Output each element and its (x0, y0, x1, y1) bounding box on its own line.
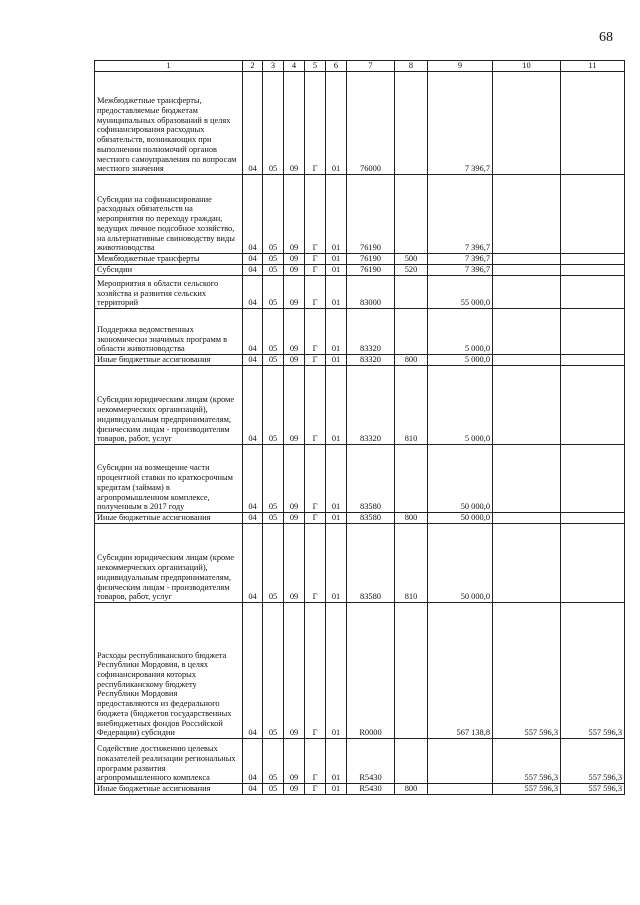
row-cell-col-6: 01 (326, 265, 347, 276)
column-header-8: 8 (395, 61, 428, 72)
row-cell-col-9: 5 000,0 (428, 309, 493, 355)
row-cell-col-10 (493, 175, 561, 254)
column-header-5: 5 (305, 61, 326, 72)
row-cell-col-5: Г (305, 366, 326, 445)
row-name-cell: Иные бюджетные ассигнования (95, 784, 243, 795)
row-cell-col-9: 5 000,0 (428, 366, 493, 445)
row-cell-col-11: 557 596,3 (561, 603, 625, 739)
row-cell-col-3: 05 (263, 355, 284, 366)
row-name-cell: Субсидии юридическим лицам (кроме некоммерческих организаций), индивидуальным предпринимателям, физическим лицам - производителям товаров, работ, услуг (95, 366, 243, 445)
table-row (95, 739, 625, 784)
row-cell-col-11 (561, 72, 625, 175)
row-cell-col-4: 09 (284, 355, 305, 366)
row-cell-col-4: 09 (284, 72, 305, 175)
row-cell-col-9: 567 138,8 (428, 603, 493, 739)
row-cell-col-5: Г (305, 276, 326, 309)
row-cell-col-9: 7 396,7 (428, 175, 493, 254)
row-cell-col-2: 04 (243, 276, 263, 309)
row-cell-col-6: 01 (326, 355, 347, 366)
row-cell-col-6: 01 (326, 739, 347, 784)
table-row (95, 276, 625, 309)
row-cell-col-9 (428, 739, 493, 784)
row-cell-col-10: 557 596,3 (493, 739, 561, 784)
column-header-2: 2 (243, 61, 263, 72)
row-cell-col-5: Г (305, 784, 326, 795)
row-cell-col-3: 05 (263, 513, 284, 524)
row-cell-col-8: 500 (395, 254, 428, 265)
row-cell-col-4: 09 (284, 445, 305, 513)
row-cell-col-7: 83580 (347, 524, 395, 603)
row-cell-col-3: 05 (263, 784, 284, 795)
row-cell-col-9: 50 000,0 (428, 524, 493, 603)
row-cell-col-7: 83580 (347, 513, 395, 524)
row-cell-col-9: 50 000,0 (428, 445, 493, 513)
row-name-cell: Иные бюджетные ассигнования (95, 513, 243, 524)
column-header-3: 3 (263, 61, 284, 72)
row-cell-col-11 (561, 513, 625, 524)
row-cell-col-4: 09 (284, 784, 305, 795)
row-cell-col-7: 76000 (347, 72, 395, 175)
column-header-10: 10 (493, 61, 561, 72)
row-cell-col-6: 01 (326, 445, 347, 513)
row-cell-col-4: 09 (284, 276, 305, 309)
row-cell-col-2: 04 (243, 175, 263, 254)
row-cell-col-10 (493, 513, 561, 524)
budget-table (94, 60, 625, 795)
row-cell-col-4: 09 (284, 513, 305, 524)
row-name-cell: Субсидии юридическим лицам (кроме некоммерческих организаций), индивидуальным предпринимателям, физическим лицам - производителям товаров, работ, услуг (95, 524, 243, 603)
row-cell-col-10: 557 596,3 (493, 603, 561, 739)
row-cell-col-6: 01 (326, 513, 347, 524)
header-row (95, 61, 625, 72)
row-cell-col-11: 557 596,3 (561, 739, 625, 784)
row-cell-col-2: 04 (243, 265, 263, 276)
row-cell-col-3: 05 (263, 366, 284, 445)
row-cell-col-10: 557 596,3 (493, 784, 561, 795)
row-name-cell: Субсидии на софинансирование расходных обязательств на мероприятия по переходу граждан, ведущих личное подсобное хозяйство, на альтернативные свиноводству виды животноводства (95, 175, 243, 254)
row-cell-col-2: 04 (243, 524, 263, 603)
row-cell-col-8 (395, 739, 428, 784)
row-cell-col-7: R5430 (347, 739, 395, 784)
row-cell-col-8: 800 (395, 355, 428, 366)
row-cell-col-2: 04 (243, 739, 263, 784)
row-cell-col-7: 76190 (347, 265, 395, 276)
row-cell-col-7: 83320 (347, 309, 395, 355)
row-cell-col-3: 05 (263, 175, 284, 254)
row-cell-col-9: 50 000,0 (428, 513, 493, 524)
row-cell-col-4: 09 (284, 309, 305, 355)
row-cell-col-8 (395, 309, 428, 355)
row-cell-col-9 (428, 784, 493, 795)
row-cell-col-4: 09 (284, 603, 305, 739)
row-cell-col-11: 557 596,3 (561, 784, 625, 795)
table-row (95, 265, 625, 276)
row-cell-col-11 (561, 309, 625, 355)
row-cell-col-3: 05 (263, 265, 284, 276)
row-cell-col-2: 04 (243, 355, 263, 366)
row-cell-col-10 (493, 309, 561, 355)
table-row (95, 72, 625, 175)
row-cell-col-3: 05 (263, 72, 284, 175)
row-cell-col-2: 04 (243, 445, 263, 513)
row-cell-col-7: 76190 (347, 254, 395, 265)
row-cell-col-6: 01 (326, 366, 347, 445)
column-header-1: 1 (95, 61, 243, 72)
row-cell-col-11 (561, 265, 625, 276)
row-cell-col-10 (493, 276, 561, 309)
row-name-cell: Расходы республиканского бюджета Республики Мордовия, в целях софинансирования которых республиканскому бюджету Республики Мордовия предоставляются из федерального бюджета (бюджетов государственных внебюджетных фондов Российской Федерации) субсидии (95, 603, 243, 739)
row-cell-col-6: 01 (326, 254, 347, 265)
row-cell-col-11 (561, 355, 625, 366)
row-cell-col-4: 09 (284, 524, 305, 603)
row-cell-col-8: 520 (395, 265, 428, 276)
row-cell-col-3: 05 (263, 254, 284, 265)
row-cell-col-5: Г (305, 175, 326, 254)
row-cell-col-7: 83320 (347, 366, 395, 445)
table-row (95, 445, 625, 513)
row-cell-col-9: 5 000,0 (428, 355, 493, 366)
row-cell-col-3: 05 (263, 445, 284, 513)
row-name-cell: Субсидии (95, 265, 243, 276)
row-cell-col-6: 01 (326, 72, 347, 175)
page-number: 68 (599, 30, 613, 45)
row-cell-col-8: 810 (395, 524, 428, 603)
row-cell-col-2: 04 (243, 513, 263, 524)
row-cell-col-4: 09 (284, 265, 305, 276)
table-row (95, 309, 625, 355)
row-cell-col-6: 01 (326, 524, 347, 603)
row-cell-col-5: Г (305, 445, 326, 513)
row-cell-col-5: Г (305, 355, 326, 366)
row-cell-col-2: 04 (243, 366, 263, 445)
table-row (95, 524, 625, 603)
table-row (95, 513, 625, 524)
row-cell-col-11 (561, 254, 625, 265)
row-cell-col-3: 05 (263, 524, 284, 603)
row-cell-col-6: 01 (326, 175, 347, 254)
row-name-cell: Субсидии на возмещение части процентной ставки по краткосрочным кредитам (займам) в агропромышленном комплексе, полученным в 2017 году (95, 445, 243, 513)
row-cell-col-5: Г (305, 265, 326, 276)
row-cell-col-9: 7 396,7 (428, 265, 493, 276)
row-name-cell: Содействие достижению целевых показателей реализации региональных программ развития агропромышленного комплекса (95, 739, 243, 784)
row-cell-col-10 (493, 355, 561, 366)
table-row (95, 784, 625, 795)
row-cell-col-5: Г (305, 524, 326, 603)
row-name-cell: Межбюджетные трансферты (95, 254, 243, 265)
row-cell-col-10 (493, 72, 561, 175)
row-cell-col-5: Г (305, 739, 326, 784)
row-cell-col-11 (561, 366, 625, 445)
row-cell-col-4: 09 (284, 254, 305, 265)
row-cell-col-4: 09 (284, 175, 305, 254)
column-header-11: 11 (561, 61, 625, 72)
row-cell-col-2: 04 (243, 603, 263, 739)
row-cell-col-2: 04 (243, 784, 263, 795)
row-cell-col-10 (493, 524, 561, 603)
row-cell-col-11 (561, 524, 625, 603)
row-cell-col-3: 05 (263, 739, 284, 784)
row-cell-col-8: 810 (395, 366, 428, 445)
row-cell-col-10 (493, 366, 561, 445)
row-cell-col-11 (561, 175, 625, 254)
row-cell-col-7: R5430 (347, 784, 395, 795)
row-cell-col-10 (493, 254, 561, 265)
row-cell-col-8: 800 (395, 784, 428, 795)
row-cell-col-8 (395, 72, 428, 175)
row-cell-col-2: 04 (243, 72, 263, 175)
row-cell-col-3: 05 (263, 276, 284, 309)
column-header-4: 4 (284, 61, 305, 72)
row-cell-col-7: 83000 (347, 276, 395, 309)
row-cell-col-5: Г (305, 513, 326, 524)
row-name-cell: Поддержка ведомственных экономически значимых программ в области животноводства (95, 309, 243, 355)
row-cell-col-2: 04 (243, 309, 263, 355)
row-cell-col-5: Г (305, 309, 326, 355)
row-cell-col-7: 76190 (347, 175, 395, 254)
row-cell-col-10 (493, 445, 561, 513)
row-cell-col-8 (395, 175, 428, 254)
row-cell-col-8 (395, 276, 428, 309)
row-cell-col-7: 83320 (347, 355, 395, 366)
column-header-6: 6 (326, 61, 347, 72)
row-cell-col-9: 7 396,7 (428, 254, 493, 265)
row-cell-col-11 (561, 276, 625, 309)
row-cell-col-7: 83580 (347, 445, 395, 513)
table-row (95, 175, 625, 254)
row-cell-col-4: 09 (284, 739, 305, 784)
row-cell-col-5: Г (305, 603, 326, 739)
table-row (95, 355, 625, 366)
row-cell-col-3: 05 (263, 603, 284, 739)
row-cell-col-11 (561, 445, 625, 513)
column-header-7: 7 (347, 61, 395, 72)
table-row (95, 254, 625, 265)
row-cell-col-9: 55 000,0 (428, 276, 493, 309)
row-name-cell: Межбюджетные трансферты, предоставляемые бюджетам муниципальных образований в целях софинансирования расходных обязательств, возникающих при выполнении полномочий органов местного самоуправления по вопросам местного значения (95, 72, 243, 175)
table-body (95, 72, 625, 795)
row-cell-col-10 (493, 265, 561, 276)
table-row (95, 603, 625, 739)
row-cell-col-6: 01 (326, 784, 347, 795)
row-cell-col-6: 01 (326, 309, 347, 355)
row-cell-col-3: 05 (263, 309, 284, 355)
row-cell-col-2: 04 (243, 254, 263, 265)
column-header-9: 9 (428, 61, 493, 72)
row-name-cell: Иные бюджетные ассигнования (95, 355, 243, 366)
row-cell-col-8 (395, 603, 428, 739)
row-cell-col-5: Г (305, 72, 326, 175)
row-cell-col-5: Г (305, 254, 326, 265)
row-cell-col-6: 01 (326, 276, 347, 309)
table-row (95, 366, 625, 445)
row-cell-col-7: R0000 (347, 603, 395, 739)
row-cell-col-9: 7 396,7 (428, 72, 493, 175)
row-name-cell: Мероприятия в области сельского хозяйства и развития сельских территорий (95, 276, 243, 309)
row-cell-col-8 (395, 445, 428, 513)
row-cell-col-6: 01 (326, 603, 347, 739)
row-cell-col-8: 800 (395, 513, 428, 524)
row-cell-col-4: 09 (284, 366, 305, 445)
